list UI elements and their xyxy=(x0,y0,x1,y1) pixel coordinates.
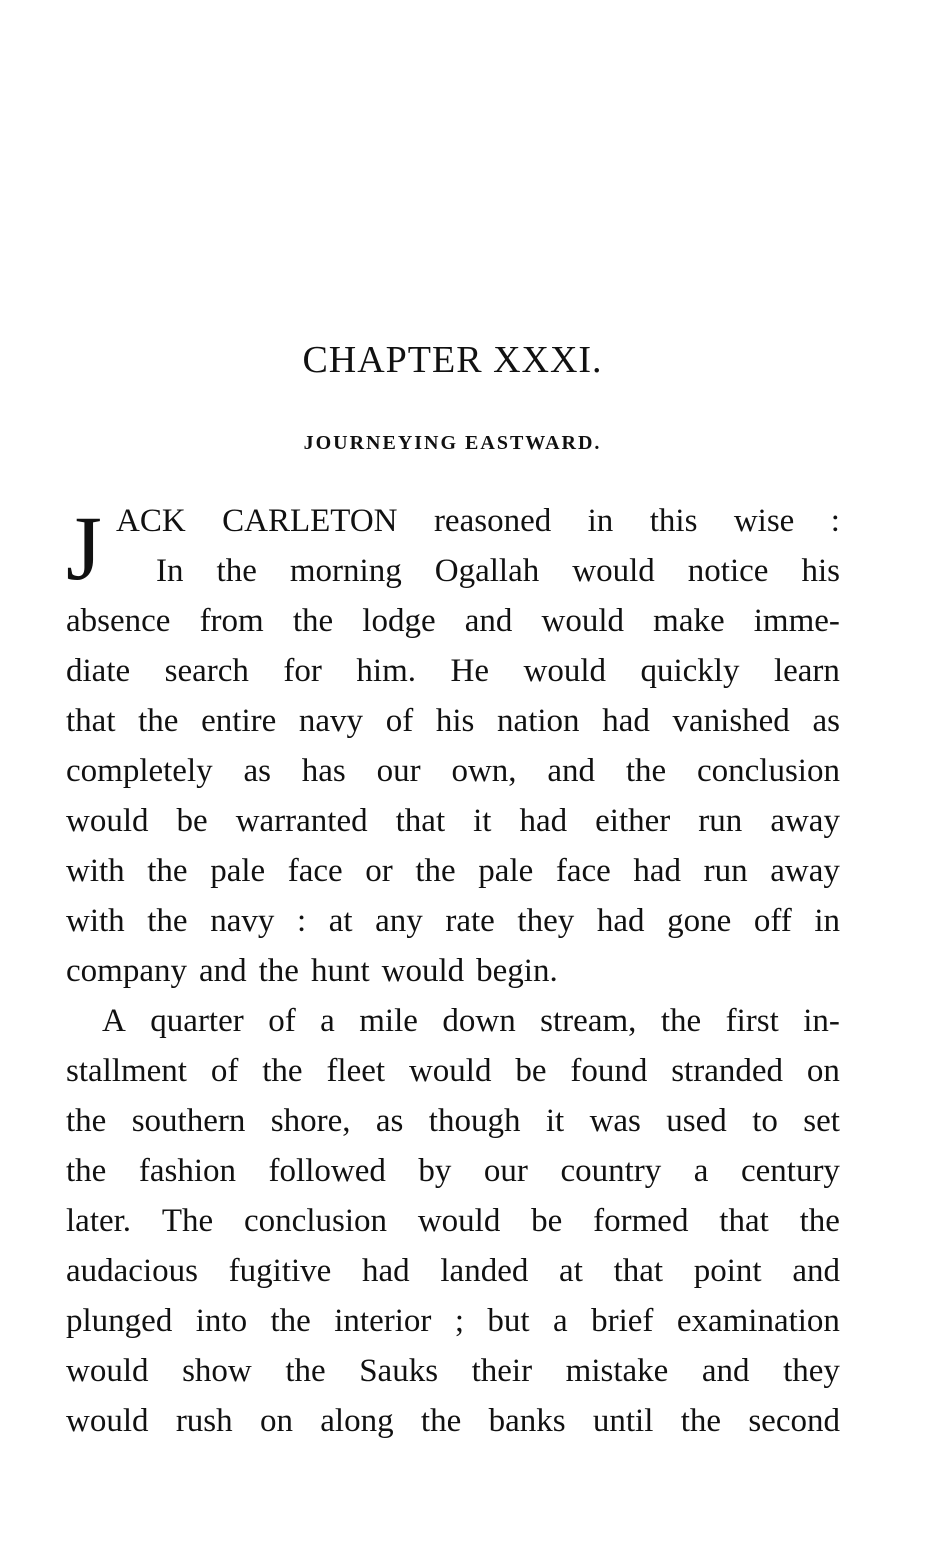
word: with xyxy=(66,903,125,939)
word: brief xyxy=(591,1303,654,1339)
word: the xyxy=(258,953,299,989)
word: would xyxy=(381,953,465,989)
word: nation xyxy=(497,703,580,739)
word: stream, xyxy=(540,1003,637,1039)
drop-cap: J xyxy=(66,497,102,599)
text-line xyxy=(66,1196,840,1246)
word: a xyxy=(693,1153,709,1189)
word: He xyxy=(450,653,489,689)
word: had xyxy=(596,903,645,939)
word: fugitive xyxy=(228,1253,332,1289)
word: as xyxy=(812,703,840,739)
text-line xyxy=(66,646,840,696)
chapter-subtitle: JOURNEYING EASTWARD. xyxy=(303,432,602,454)
word: that xyxy=(66,703,116,739)
text-line xyxy=(66,846,840,896)
text-line xyxy=(66,1096,840,1146)
word: fashion xyxy=(138,1153,237,1189)
word: that xyxy=(719,1203,769,1239)
word: entire xyxy=(201,703,277,739)
word: stranded xyxy=(671,1053,784,1089)
word: in- xyxy=(803,1003,840,1039)
word: used xyxy=(666,1103,727,1139)
word: the xyxy=(285,1353,326,1389)
word: search xyxy=(164,653,249,689)
word: would xyxy=(523,653,606,689)
word: imme- xyxy=(753,603,840,639)
word: would xyxy=(66,1353,149,1389)
word: notice xyxy=(687,553,769,589)
word: gone xyxy=(667,903,732,939)
word: the xyxy=(216,553,257,589)
word: into xyxy=(195,1303,248,1339)
word: him. xyxy=(356,653,416,689)
word: mistake xyxy=(565,1353,669,1389)
text-line xyxy=(66,1146,840,1196)
word: company xyxy=(66,953,187,989)
word: had xyxy=(633,853,682,889)
word: be xyxy=(176,803,208,839)
word: by xyxy=(418,1153,452,1189)
word: had xyxy=(602,703,650,739)
text-line xyxy=(66,546,840,596)
word: was xyxy=(589,1103,641,1139)
word: ACK xyxy=(116,503,186,539)
word: the xyxy=(262,1053,303,1089)
word: reasoned xyxy=(433,503,552,539)
word: the xyxy=(660,1003,702,1039)
word: country xyxy=(560,1153,662,1189)
word: had xyxy=(362,1253,410,1289)
word: stallment xyxy=(66,1053,187,1089)
word: this xyxy=(649,503,698,539)
word: on xyxy=(259,1403,293,1439)
word: Sauks xyxy=(359,1353,439,1389)
word: audacious xyxy=(66,1253,198,1289)
word: morning xyxy=(289,553,402,589)
word: though xyxy=(428,1103,521,1139)
word: they xyxy=(517,903,575,939)
word: would xyxy=(541,603,625,639)
word: The xyxy=(161,1203,214,1239)
text-line xyxy=(66,1246,840,1296)
word: absence xyxy=(66,603,171,639)
word: : xyxy=(296,903,307,939)
word: southern xyxy=(131,1103,246,1139)
word: : xyxy=(830,503,840,539)
word: make xyxy=(653,603,725,639)
word: century xyxy=(740,1153,840,1189)
word: of xyxy=(385,703,414,739)
word: on xyxy=(806,1053,840,1089)
word: the xyxy=(799,1203,840,1239)
word: at xyxy=(328,903,353,939)
word: off xyxy=(753,903,792,939)
text-line xyxy=(66,696,840,746)
word: banks xyxy=(488,1403,566,1439)
text-line xyxy=(66,946,840,996)
word: rate xyxy=(445,903,495,939)
body-text xyxy=(66,496,840,1446)
word: lodge xyxy=(362,603,436,639)
word: later. xyxy=(66,1203,132,1239)
word: his xyxy=(435,703,475,739)
word: A xyxy=(102,1003,126,1039)
word: of xyxy=(210,1053,239,1089)
word: warranted xyxy=(235,803,368,839)
word: would xyxy=(66,803,149,839)
word: landed xyxy=(440,1253,529,1289)
word: but xyxy=(487,1303,530,1339)
word: run xyxy=(698,803,743,839)
word: his xyxy=(801,553,840,589)
word: the xyxy=(66,1103,107,1139)
text-line xyxy=(66,746,840,796)
word: it xyxy=(545,1103,565,1139)
word: down xyxy=(442,1003,516,1039)
word: Ogallah xyxy=(434,553,540,589)
word: be xyxy=(515,1053,547,1089)
text-line xyxy=(66,596,840,646)
word: in xyxy=(814,903,840,939)
word: set xyxy=(803,1103,840,1139)
text-line xyxy=(66,1396,840,1446)
word: the xyxy=(147,903,188,939)
word: conclusion xyxy=(244,1203,388,1239)
word: the xyxy=(625,753,667,789)
word: followed xyxy=(268,1153,386,1189)
word: or xyxy=(365,853,393,889)
word: for xyxy=(283,653,322,689)
word: as xyxy=(375,1103,404,1139)
word: fleet xyxy=(326,1053,386,1089)
word: our xyxy=(376,753,421,789)
word: would xyxy=(572,553,655,589)
word: a xyxy=(553,1303,568,1339)
word: their xyxy=(471,1353,533,1389)
word: that xyxy=(395,803,446,839)
word: conclusion xyxy=(697,753,840,789)
word: has xyxy=(301,753,346,789)
word: formed xyxy=(593,1203,689,1239)
word: mile xyxy=(359,1003,418,1039)
word: they xyxy=(783,1353,840,1389)
word: the xyxy=(66,1153,107,1189)
word: away xyxy=(770,853,840,889)
word: show xyxy=(182,1353,252,1389)
word: point xyxy=(693,1253,762,1289)
word: it xyxy=(473,803,492,839)
word: and xyxy=(792,1253,840,1289)
text-line xyxy=(66,1046,840,1096)
word: at xyxy=(559,1253,583,1289)
word: first xyxy=(725,1003,779,1039)
chapter-title: CHAPTER XXXI. xyxy=(302,339,603,381)
word: completely xyxy=(66,753,213,789)
word: quarter xyxy=(150,1003,244,1039)
word: rush xyxy=(175,1403,233,1439)
word: from xyxy=(199,603,264,639)
word: the xyxy=(138,703,179,739)
word: along xyxy=(320,1403,394,1439)
word: second xyxy=(748,1403,840,1439)
word: interior xyxy=(334,1303,432,1339)
word: of xyxy=(268,1003,296,1039)
word: any xyxy=(375,903,423,939)
word: diate xyxy=(66,653,131,689)
text-line xyxy=(66,896,840,946)
word: either xyxy=(595,803,671,839)
word: our xyxy=(483,1153,528,1189)
word: face xyxy=(555,853,611,889)
word: In xyxy=(156,553,184,589)
word: the xyxy=(292,603,334,639)
word: pale xyxy=(478,853,534,889)
word: hunt xyxy=(310,953,370,989)
word: the xyxy=(270,1303,311,1339)
word: until xyxy=(592,1403,654,1439)
word: pale xyxy=(210,853,266,889)
word: in xyxy=(587,503,614,539)
word: with xyxy=(66,853,125,889)
word: the xyxy=(420,1403,462,1439)
word: and xyxy=(547,753,596,789)
word: would xyxy=(66,1403,149,1439)
text-line xyxy=(66,1346,840,1396)
text-line xyxy=(66,1296,840,1346)
word: the xyxy=(415,853,456,889)
word: quickly xyxy=(640,653,740,689)
word: face xyxy=(287,853,343,889)
word: begin. xyxy=(476,953,558,989)
word: away xyxy=(770,803,840,839)
word: a xyxy=(320,1003,335,1039)
word: vanished xyxy=(672,703,790,739)
word: shore, xyxy=(270,1103,351,1139)
word: own, xyxy=(451,753,517,789)
word: and xyxy=(464,603,513,639)
text-line xyxy=(66,996,840,1046)
word: CARLETON xyxy=(222,503,398,539)
word: plunged xyxy=(66,1303,173,1339)
word: that xyxy=(613,1253,664,1289)
word: and xyxy=(701,1353,750,1389)
word: ; xyxy=(454,1303,464,1339)
word: be xyxy=(531,1203,563,1239)
word: would xyxy=(408,1053,492,1089)
word: wise xyxy=(733,503,795,539)
word: had xyxy=(519,803,568,839)
word: as xyxy=(243,753,271,789)
word: would xyxy=(417,1203,501,1239)
word: navy xyxy=(210,903,275,939)
word: navy xyxy=(298,703,364,739)
word: and xyxy=(198,953,247,989)
word: found xyxy=(570,1053,648,1089)
word: examination xyxy=(676,1303,840,1339)
text-line xyxy=(66,496,840,546)
word: to xyxy=(752,1103,778,1139)
word: run xyxy=(703,853,748,889)
word: the xyxy=(680,1403,722,1439)
text-line xyxy=(66,796,840,846)
word: the xyxy=(147,853,188,889)
word: learn xyxy=(773,653,840,689)
